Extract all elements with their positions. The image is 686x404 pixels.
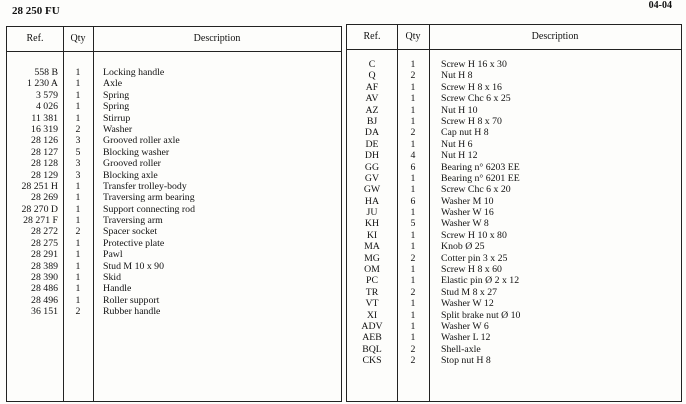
qty-cell: 1 [75,215,81,227]
ref-cell: 28 486 [31,283,58,295]
qty-cell: 6 [410,195,416,207]
description-column [103,67,333,318]
qty-cell: 1 [410,138,416,150]
desc-cell: Screw H 8 x 60 [441,264,502,276]
qty-cell: 1 [75,180,81,192]
ref-cell: DH [364,150,380,162]
header-qty: Qty [405,31,421,42]
ref-cell: KH [364,218,380,230]
qty-cell: 1 [75,192,81,204]
desc-cell: Grooved roller axle [103,135,180,147]
qty-cell: 1 [410,332,416,344]
ref-cell: 36 151 [31,306,58,318]
column-divider [429,25,430,401]
qty-cell: 1 [410,207,416,219]
qty-cell: 1 [75,249,81,261]
header-description: Description [193,33,241,44]
desc-cell: Screw H 8 x 16 [441,81,502,93]
qty-cell: 2 [410,343,416,355]
ref-cell: 28 129 [31,169,58,181]
desc-cell: Skid [103,272,121,284]
desc-cell: Bearing n° 6201 EE [441,172,520,184]
ref-column [7,67,58,318]
ref-cell: 28 251 H [21,180,58,192]
qty-cell: 1 [410,309,416,321]
qty-cell: 1 [410,59,416,70]
header-ref: Ref. [363,31,381,42]
desc-cell: Grooved roller [103,158,161,170]
ref-cell: 1 230 A [26,78,58,90]
ref-cell: AZ [365,104,379,116]
desc-cell: Washer L 12 [441,332,491,344]
desc-cell: Handle [103,283,132,295]
desc-cell: Nut H 6 [441,138,473,150]
desc-cell: Spring [103,89,130,101]
qty-cell: 1 [75,294,81,306]
desc-cell: Bearing n° 6203 EE [441,161,520,173]
desc-cell: Knob Ø 25 [441,241,485,253]
qty-cell: 3 [75,169,81,181]
ref-cell: AEB [362,332,382,344]
ref-cell: 28 390 [31,272,58,284]
qty-cell: 1 [75,67,81,78]
qty-cell: 1 [410,104,416,116]
desc-cell: Screw Chc 6 x 25 [441,93,511,105]
qty-cell: 1 [75,260,81,272]
desc-cell: Screw H 16 x 30 [441,59,507,70]
ref-cell: GV [364,172,380,184]
parts-table-left [6,26,342,402]
desc-cell: Nut H 10 [441,104,478,116]
desc-cell: Screw H 10 x 80 [441,229,507,241]
ref-cell: 4 026 [35,101,58,113]
ref-cell: 28 126 [31,135,58,147]
qty-column [63,67,93,318]
desc-cell: Cotter pin 3 x 25 [441,252,508,264]
qty-cell: 1 [75,89,81,101]
desc-cell: Stop nut H 8 [441,355,491,367]
ref-cell: 28 272 [31,226,58,238]
qty-cell: 1 [410,298,416,310]
ref-cell: Q [368,70,376,82]
desc-cell: Washer M 10 [441,195,494,207]
qty-cell: 5 [75,146,81,158]
qty-cell: 3 [75,158,81,170]
qty-cell: 1 [75,272,81,284]
ref-cell: DA [364,127,380,139]
qty-cell: 1 [410,172,416,184]
ref-cell: 28 496 [31,294,58,306]
desc-cell: Traversing arm bearing [103,192,195,204]
desc-cell: Washer W 6 [441,320,489,332]
qty-cell: 1 [410,320,416,332]
ref-cell: 28 275 [31,237,58,249]
qty-cell: 1 [410,264,416,276]
ref-cell: HA [364,195,380,207]
ref-cell: GW [363,184,381,196]
ref-cell: 28 127 [31,146,58,158]
qty-cell: 1 [75,101,81,113]
qty-cell: 5 [410,218,416,230]
desc-cell: Spacer socket [103,226,158,238]
ref-cell: AV [365,93,379,105]
desc-cell: Washer W 16 [441,207,494,219]
ref-cell: XI [366,309,378,321]
qty-cell: 2 [75,226,81,238]
ref-cell: AF [365,81,379,93]
ref-cell: ADV [361,320,383,332]
ref-cell: DE [365,138,379,150]
qty-cell: 1 [410,275,416,287]
qty-cell: 2 [410,127,416,139]
qty-cell: 2 [410,252,416,264]
parts-table-right [346,24,682,402]
desc-cell: Axle [103,78,123,90]
desc-cell: Nut H 12 [441,150,478,162]
qty-cell: 6 [410,161,416,173]
desc-cell: Traversing arm [103,215,163,227]
qty-cell: 2 [410,355,416,367]
ref-cell: VT [365,298,379,310]
desc-cell: Nut H 8 [441,70,473,82]
qty-cell: 1 [75,283,81,295]
qty-cell: 3 [75,135,81,147]
qty-cell: 1 [410,241,416,253]
desc-cell: Stud M 10 x 90 [103,260,164,272]
ref-cell: GG [364,161,380,173]
qty-cell: 1 [410,229,416,241]
desc-cell: Locking handle [103,67,165,78]
ref-cell: 28 271 F [23,215,58,227]
desc-cell: Transfer trolley-body [103,180,187,192]
desc-cell: Support connecting rod [103,203,195,215]
desc-cell: Washer W 8 [441,218,489,230]
qty-cell: 4 [410,150,416,162]
header-ref: Ref. [26,33,44,44]
ref-cell: 28 389 [31,260,58,272]
qty-cell: 1 [75,112,81,124]
qty-cell: 1 [410,184,416,196]
ref-cell: BQL [362,343,382,355]
ref-cell: MG [364,252,380,264]
desc-cell: Screw Chc 6 x 20 [441,184,511,196]
desc-cell: Stud M 8 x 27 [441,286,498,298]
desc-cell: Protective plate [103,237,165,249]
desc-cell: Cap nut H 8 [441,127,489,139]
desc-cell: Screw H 8 x 70 [441,115,502,127]
desc-cell: Washer W 12 [441,298,494,310]
ref-cell: OM [364,264,380,276]
qty-cell: 1 [410,115,416,127]
ref-cell: 28 128 [31,158,58,170]
desc-cell: Rubber handle [103,306,161,318]
desc-cell: Split brake nut Ø 10 [441,309,521,321]
column-divider [93,27,94,401]
qty-cell: 1 [75,203,81,215]
page-number: 04-04 [648,0,672,11]
ref-cell: C [368,59,376,70]
ref-cell: TR [365,286,379,298]
header-description: Description [531,31,579,42]
qty-cell: 1 [75,237,81,249]
document-code: 28 250 FU [12,5,60,17]
ref-cell: PC [366,275,378,287]
ref-cell: CKS [362,355,382,367]
ref-cell: 3 579 [35,89,58,101]
ref-cell: KI [366,229,378,241]
description-column [441,59,677,367]
desc-cell: Spring [103,101,130,113]
qty-cell: 2 [75,123,81,135]
ref-cell: MA [364,241,380,253]
header-qty: Qty [70,33,86,44]
ref-cell: 28 291 [31,249,58,261]
ref-column [347,59,397,367]
ref-cell: JU [366,207,378,219]
ref-cell: 28 269 [31,192,58,204]
ref-cell: 16 319 [31,123,58,135]
ref-cell: 28 270 D [21,203,58,215]
ref-cell: 11 381 [31,112,58,124]
qty-cell: 1 [75,78,81,90]
desc-cell: Roller support [103,294,160,306]
desc-cell: Stirrup [103,112,131,124]
qty-cell: 2 [75,306,81,318]
desc-cell: Washer [103,123,133,135]
qty-column [397,59,429,367]
qty-cell: 2 [410,70,416,82]
ref-cell: BJ [366,115,378,127]
qty-cell: 1 [410,93,416,105]
desc-cell: Pawl [103,249,123,261]
qty-cell: 2 [410,286,416,298]
desc-cell: Blocking washer [103,146,170,158]
qty-cell: 1 [410,81,416,93]
ref-cell: 558 B [34,67,58,78]
desc-cell: Blocking axle [103,169,158,181]
desc-cell: Shell-axle [441,343,481,355]
desc-cell: Elastic pin Ø 2 x 12 [441,275,520,287]
